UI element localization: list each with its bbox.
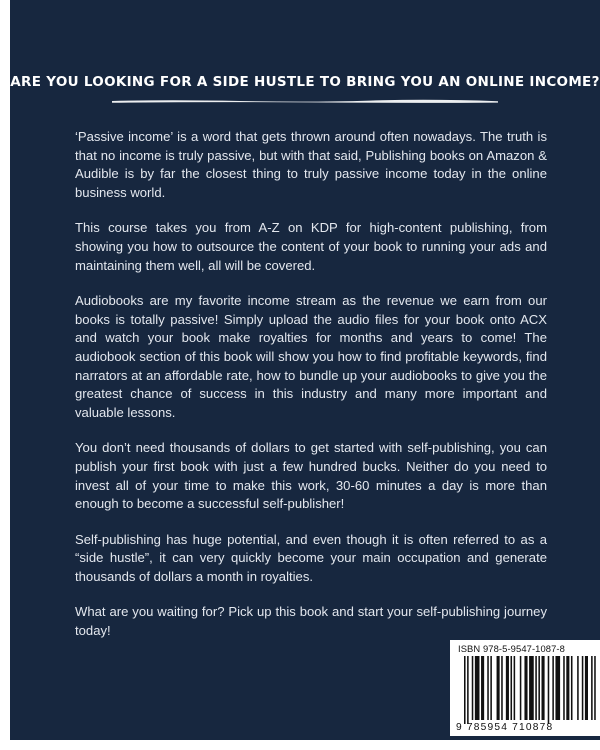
paragraph-4: You don’t need thousands of dollars to get started with self-publishing, you can publish your first book with just a few hundred bucks. Neither do you need to invest all of your time to make this work, 30-60 minutes a day is more than enough to become a successful self-publisher!	[75, 440, 547, 512]
paragraph-6: What are you waiting for? Pick up this book and start your self-publishing journey today!	[75, 604, 547, 639]
description	[75, 128, 547, 658]
paragraph-1: ‘Passive income’ is a word that gets thrown around often nowadays. The truth is that no income is truly passive, but with that said, Publishing books on Amazon & Audible is by far the closest thing to truly passive income today in the online business world.	[75, 129, 547, 200]
brush-underline	[110, 98, 500, 104]
back-cover	[10, 0, 600, 740]
headline: ARE YOU LOOKING FOR A SIDE HUSTLE TO BRING YOU AN ONLINE INCOME?	[10, 74, 600, 90]
isbn-digits: 9 785954 710878	[456, 722, 554, 733]
isbn-label: ISBN 978-5-9547-1087-8	[458, 643, 565, 654]
paragraph-5: Self-publishing has huge potential, and even though it is often referred to as a “side hustle”, it can very quickly become your main occupation and generate thousands of dollars a month in royalties.	[75, 531, 547, 584]
isbn-barcode	[450, 640, 600, 736]
paragraph-2: This course takes you from A-Z on KDP for high-content publishing, from showing you how to outsource the content of your book to running your ads and maintaining them well, all will be covered.	[75, 220, 547, 273]
paragraph-3: Audiobooks are my favorite income stream as the revenue we earn from our books is totally passive! Simply upload the audio files for your book onto ACX and watch your book make royalties for months and years to come! The audiobook section of this book will show you how to find profitable keywords, find narrators at an affordable rate, how to bundle up your audiobooks to give you the greatest chance of success in this industry and many more important and valuable lessons.	[75, 293, 547, 420]
